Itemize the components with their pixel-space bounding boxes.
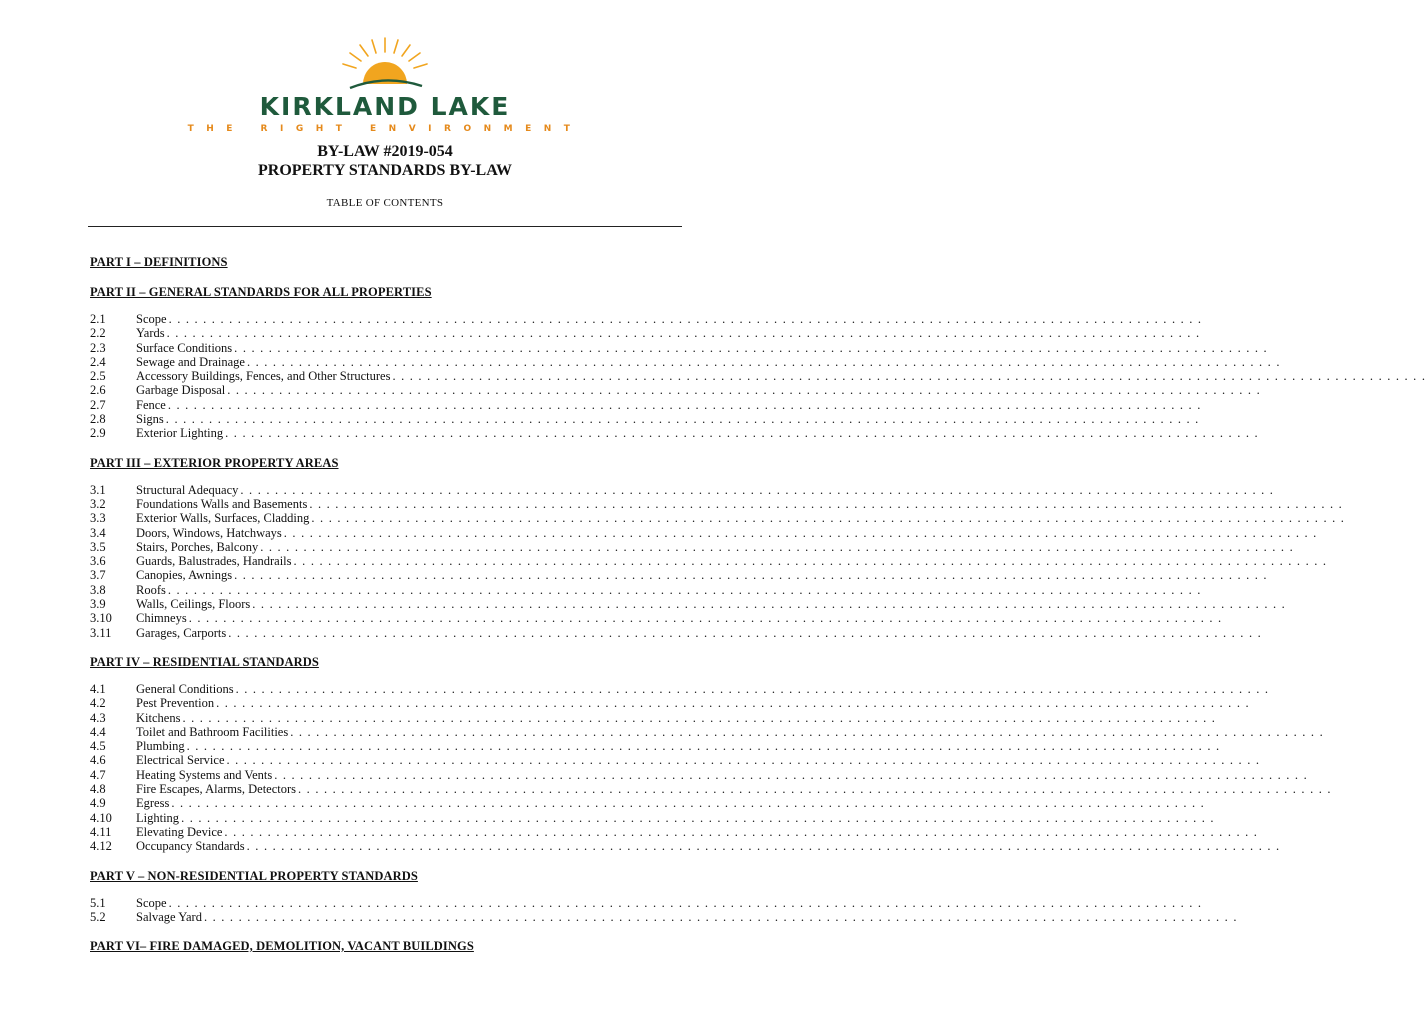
toc-entry-title: Structural Adequacy — [136, 482, 239, 497]
toc-entry-number: 3.8 — [90, 582, 106, 597]
toc-entry-number: 5.1 — [90, 895, 106, 910]
toc-entry-number: 3.1 — [90, 482, 106, 497]
dot-leader: . . . . . . . . . . . . . . . . . . . . . . . . . . . . . . . . . . . . . . . . . . . . . . . . . . . . . . . . . . . . . . . . . . . . . . . . . . . . . . . . . . . . . . . . . . . . . . . . . . . . . . . . . . . . . . . . . . . . . . . . — [234, 568, 1268, 583]
toc-entry — [90, 597, 1286, 612]
toc-entry — [90, 383, 1261, 398]
toc-entry-number: 4.9 — [90, 796, 106, 811]
toc-entry — [90, 369, 1426, 384]
toc-entry — [90, 611, 1223, 626]
toc-entry-title: Plumbing — [136, 739, 185, 754]
bylaw-title: PROPERTY STANDARDS BY-LAW — [258, 162, 512, 179]
toc-entry-number: 3.5 — [90, 539, 106, 554]
toc-entry-title: Garbage Disposal — [136, 383, 226, 398]
dot-leader: . . . . . . . . . . . . . . . . . . . . . . . . . . . . . . . . . . . . . . . . . . . . . . . . . . . . . . . . . . . . . . . . . . . . . . . . . . . . . . . . . . . . . . . . . . . . . . . . . . . . . . . . . . . . . . . . . . . . . . . . — [166, 326, 1201, 341]
toc-entry-title: Scope — [136, 312, 167, 326]
toc-entry — [90, 782, 1332, 797]
dot-leader: . . . . . . . . . . . . . . . . . . . . . . . . . . . . . . . . . . . . . . . . . . . . . . . . . . . . . . . . . . . . . . . . . . . . . . . . . . . . . . . . . . . . . . . . . . . . . . . . . . . . . . . . . . . . . . . . . . . . . . . . — [283, 525, 1318, 540]
toc-entry-number: 2.7 — [90, 397, 106, 412]
toc-entry — [90, 710, 1217, 725]
toc-part-heading: PART II – GENERAL STANDARDS FOR ALL PROPERTIES — [90, 285, 432, 299]
toc-entry-number: 3.9 — [90, 597, 106, 612]
toc-entry-title: Doors, Windows, Hatchways — [136, 525, 282, 540]
toc-entry-number: 3.3 — [90, 511, 106, 526]
toc-entry-title: Pest Prevention — [136, 696, 215, 711]
toc-entry-title: Surface Conditions — [136, 340, 233, 355]
toc-entry-number: 4.8 — [90, 782, 106, 797]
dot-leader: . . . . . . . . . . . . . . . . . . . . . . . . . . . . . . . . . . . . . . . . . . . . . . . . . . . . . . . . . . . . . . . . . . . . . . . . . . . . . . . . . . . . . . . . . . . . . . . . . . . . . . . . . . . . . . . . . . . . . . . . — [240, 482, 1275, 497]
dot-leader: . . . . . . . . . . . . . . . . . . . . . . . . . . . . . . . . . . . . . . . . . . . . . . . . . . . . . . . . . . . . . . . . . . . . . . . . . . . . . . . . . . . . . . . . . . . . . . . . . . . . . . . . . . . . . . . . . . . . . . . . — [167, 397, 1202, 412]
toc-entry — [90, 582, 1202, 597]
dot-leader: . . . . . . . . . . . . . . . . . . . . . . . . . . . . . . . . . . . . . . . . . . . . . . . . . . . . . . . . . . . . . . . . . . . . . . . . . . . . . . . . . . . . . . . . . . . . . . . . . . . . . . . . . . . . . . . . . . . . . . . . — [181, 810, 1215, 825]
dot-leader: . . . . . . . . . . . . . . . . . . . . . . . . . . . . . . . . . . . . . . . . . . . . . . . . . . . . . . . . . . . . . . . . . . . . . . . . . . . . . . . . . . . . . . . . . . . . . . . . . . . . . . . . . . . . . . . . . . . . . . . . — [167, 582, 1202, 597]
toc-entry-title: Foundations Walls and Basements — [136, 496, 308, 511]
dot-leader: . . . . . . . . . . . . . . . . . . . . . . . . . . . . . . . . . . . . . . . . . . . . . . . . . . . . . . . . . . . . . . . . . . . . . . . . . . . . . . . . . . . . . . . . . . . . . . . . . . . . . . . . . . . . . . . . . . . . . . . . — [235, 681, 1270, 696]
toc-entry-number: 2.5 — [90, 369, 106, 384]
toc-entry — [90, 412, 1200, 427]
toc-entry — [90, 511, 1346, 526]
logo-tagline: THE RIGHT ENVIRONMENT — [187, 124, 583, 134]
dot-leader: . . . . . . . . . . . . . . . . . . . . . . . . . . . . . . . . . . . . . . . . . . . . . . . . . . . . . . . . . . . . . . . . . . . . . . . . . . . . . . . . . . . . . . . . . . . . . . . . . . . . . . . . . . . . . . . . . . . . . . . . — [309, 496, 1344, 511]
toc-entry-title: Guards, Balustrades, Handrails — [136, 554, 292, 569]
dot-leader: . . . . . . . . . . . . . . . . . . . . . . . . . . . . . . . . . . . . . . . . . . . . . . . . . . . . . . . . . . . . . . . . . . . . . . . . . . . . . . . . . . . . . . . . . . . . . . . . . . . . . . . . . . . . . . . . . . . . . . . . — [234, 340, 1268, 355]
toc-entry — [90, 696, 1250, 711]
toc-entry — [90, 724, 1324, 739]
dot-leader: . . . . . . . . . . . . . . . . . . . . . . . . . . . . . . . . . . . . . . . . . . . . . . . . . . . . . . . . . . . . . . . . . . . . . . . . . . . . . . . . . . . . . . . . . . . . . . . . . . . . . . . . . . . . . . . . . . . . . . . . — [293, 554, 1328, 569]
toc-entry-title: Scope — [136, 895, 167, 910]
toc-entry — [90, 796, 1206, 811]
toc-entry — [90, 312, 1203, 326]
dot-leader: . . . . . . . . . . . . . . . . . . . . . . . . . . . . . . . . . . . . . . . . . . . . . . . . . . . . . . . . . . . . . . . . . . . . . . . . . . . . . . . . . . . . . . . . . . . . . . . . . . . . . . . . . . . . . . . . . . . . . . . . — [216, 696, 1250, 711]
toc-entry-title: Canopies, Awnings — [136, 568, 233, 583]
toc-entry-number: 4.6 — [90, 753, 106, 768]
toc-entry-number: 4.11 — [90, 824, 112, 839]
toc-entry-number: 3.6 — [90, 554, 106, 569]
toc-entry-number: 5.2 — [90, 909, 106, 924]
toc-entry — [90, 554, 1328, 569]
toc-entry — [90, 482, 1275, 497]
dot-leader: . . . . . . . . . . . . . . . . . . . . . . . . . . . . . . . . . . . . . . . . . . . . . . . . . . . . . . . . . . . . . . . . . . . . . . . . . . . . . . . . . . . . . . . . . . . . . . . . . . . . . . . . . . . . . . . . . . . . . . . . — [188, 611, 1223, 626]
toc-entry — [90, 397, 1202, 412]
toc-entry-title: Lighting — [136, 810, 180, 825]
toc-entry-number: 3.7 — [90, 568, 106, 583]
toc-entry — [90, 354, 1281, 369]
toc-part-section — [90, 455, 1346, 640]
toc-entry-title: Walls, Ceilings, Floors — [136, 597, 251, 612]
sun-icon — [330, 36, 440, 92]
dot-leader: . . . . . . . . . . . . . . . . . . . . . . . . . . . . . . . . . . . . . . . . . . . . . . . . . . . . . . . . . . . . . . . . . . . . . . . . . . . . . . . . . . . . . . . . . . . . . . . . . . . . . . . . . . . . . . . . . . . . . . . . — [168, 312, 1203, 326]
toc-entry-title: Garages, Carports — [136, 625, 227, 640]
toc-part-heading: PART VI– FIRE DAMAGED, DEMOLITION, VACANT BUILDINGS — [90, 939, 474, 954]
toc-entry-number: 2.4 — [90, 354, 106, 369]
kirkland-lake-logo — [0, 36, 770, 136]
toc-entry — [90, 839, 1281, 854]
toc-entry-title: Toilet and Bathroom Facilities — [136, 724, 289, 739]
toc-entry-number: 2.6 — [90, 383, 106, 398]
dot-leader: . . . . . . . . . . . . . . . . . . . . . . . . . . . . . . . . . . . . . . . . . . . . . . . . . . . . . . . . . . . . . . . . . . . . . . . . . . . . . . . . . . . . . . . . . . . . . . . . . . . . . . . . . . . . . . . . . . . . . . . . — [246, 839, 1281, 854]
toc-entry-title: Roofs — [136, 582, 166, 597]
toc-entry — [90, 739, 1221, 754]
dot-leader: . . . . . . . . . . . . . . . . . . . . . . . . . . . . . . . . . . . . . . . . . . . . . . . . . . . . . . . . . . . . . . . . . . . . . . . . . . . . . . . . . . . . . . . . . . . . . . . . . . . . . . . . . . . . . . . . . . . . . . . . — [392, 369, 1426, 384]
dot-leader: . . . . . . . . . . . . . . . . . . . . . . . . . . . . . . . . . . . . . . . . . . . . . . . . . . . . . . . . . . . . . . . . . . . . . . . . . . . . . . . . . . . . . . . . . . . . . . . . . . . . . . . . . . . . . . . . . . . . . . . . — [168, 895, 1203, 910]
toc-entry-number: 4.7 — [90, 767, 106, 782]
toc-entry-number: 3.10 — [90, 611, 112, 626]
toc-entry-title: Salvage Yard — [136, 909, 202, 924]
dot-leader: . . . . . . . . . . . . . . . . . . . . . . . . . . . . . . . . . . . . . . . . . . . . . . . . . . . . . . . . . . . . . . . . . . . . . . . . . . . . . . . . . . . . . . . . . . . . . . . . . . . . . . . . . . . . . . . . . . . . . . . . — [224, 824, 1259, 839]
toc-entry-title: Exterior Lighting — [136, 426, 224, 441]
toc-entry-number: 2.2 — [90, 326, 106, 341]
table-of-contents — [90, 254, 1426, 968]
toc-entry — [90, 767, 1308, 782]
dot-leader: . . . . . . . . . . . . . . . . . . . . . . . . . . . . . . . . . . . . . . . . . . . . . . . . . . . . . . . . . . . . . . . . . . . . . . . . . . . . . . . . . . . . . . . . . . . . . . . . . . . . . . . . . . . . . . . . . . . . . . . . — [203, 909, 1238, 924]
toc-entry-title: Signs — [136, 412, 164, 427]
toc-entry-title: Occupancy Standards — [136, 839, 245, 854]
dot-leader: . . . . . . . . . . . . . . . . . . . . . . . . . . . . . . . . . . . . . . . . . . . . . . . . . . . . . . . . . . . . . . . . . . . . . . . . . . . . . . . . . . . . . . . . . . . . . . . . . . . . . . . . . . . . . . . . . . . . . . . . — [227, 383, 1261, 398]
toc-entry — [90, 340, 1268, 355]
toc-entry-title: Kitchens — [136, 710, 181, 725]
bylaw-number: BY-LAW #2019-054 — [317, 143, 453, 160]
toc-entry-title: Fence — [136, 397, 166, 412]
toc-entry-number: 3.4 — [90, 525, 106, 540]
toc-entry-title: Accessory Buildings, Fences, and Other Structures — [136, 369, 391, 384]
dot-leader: . . . . . . . . . . . . . . . . . . . . . . . . . . . . . . . . . . . . . . . . . . . . . . . . . . . . . . . . . . . . . . . . . . . . . . . . . . . . . . . . . . . . . . . . . . . . . . . . . . . . . . . . . . . . . . . . . . . . . . . . — [274, 767, 1308, 782]
toc-heading: TABLE OF CONTENTS — [326, 197, 444, 209]
toc-part-heading: PART IV – RESIDENTIAL STANDARDS — [90, 654, 319, 669]
toc-entry-number: 4.10 — [90, 810, 112, 825]
toc-entry-title: Exterior Walls, Surfaces, Cladding — [136, 511, 310, 526]
dot-leader: . . . . . . . . . . . . . . . . . . . . . . . . . . . . . . . . . . . . . . . . . . . . . . . . . . . . . . . . . . . . . . . . . . . . . . . . . . . . . . . . . . . . . . . . . . . . . . . . . . . . . . . . . . . . . . . . . . . . . . . . — [260, 539, 1294, 554]
toc-entry — [90, 326, 1201, 341]
toc-entry-title: Heating Systems and Vents — [136, 767, 273, 782]
dot-leader: . . . . . . . . . . . . . . . . . . . . . . . . . . . . . . . . . . . . . . . . . . . . . . . . . . . . . . . . . . . . . . . . . . . . . . . . . . . . . . . . . . . . . . . . . . . . . . . . . . . . . . . . . . . . . . . . . . . . . . . . — [171, 796, 1206, 811]
toc-part-section — [90, 654, 1332, 854]
toc-part-heading: PART V – NON-RESIDENTIAL PROPERTY STANDARDS — [90, 868, 418, 883]
toc-entry-number: 4.12 — [90, 839, 112, 854]
toc-entry — [90, 824, 1259, 839]
toc-entry-title: Fire Escapes, Alarms, Detectors — [136, 782, 297, 797]
toc-part-heading: PART I – DEFINITIONS — [90, 255, 228, 269]
toc-entry-number: 2.3 — [90, 340, 106, 355]
dot-leader: . . . . . . . . . . . . . . . . . . . . . . . . . . . . . . . . . . . . . . . . . . . . . . . . . . . . . . . . . . . . . . . . . . . . . . . . . . . . . . . . . . . . . . . . . . . . . . . . . . . . . . . . . . . . . . . . . . . . . . . . — [182, 710, 1217, 725]
toc-entry-title: Electrical Service — [136, 753, 225, 768]
toc-entry — [90, 426, 1259, 441]
toc-entry-number: 4.5 — [90, 739, 106, 754]
toc-entry-number: 4.3 — [90, 710, 106, 725]
toc-entry-number: 4.4 — [90, 724, 106, 739]
toc-entry — [90, 525, 1318, 540]
dot-leader: . . . . . . . . . . . . . . . . . . . . . . . . . . . . . . . . . . . . . . . . . . . . . . . . . . . . . . . . . . . . . . . . . . . . . . . . . . . . . . . . . . . . . . . . . . . . . . . . . . . . . . . . . . . . . . . . . . . . . . . . — [225, 426, 1259, 441]
toc-entry-number: 4.1 — [90, 681, 106, 696]
toc-entry — [90, 568, 1268, 583]
toc-entry-title: Elevating Device — [136, 824, 223, 839]
toc-entry — [90, 810, 1215, 825]
dot-leader: . . . . . . . . . . . . . . . . . . . . . . . . . . . . . . . . . . . . . . . . . . . . . . . . . . . . . . . . . . . . . . . . . . . . . . . . . . . . . . . . . . . . . . . . . . . . . . . . . . . . . . . . . . . . . . . . . . . . . . . . — [252, 597, 1286, 612]
toc-entry — [90, 625, 1262, 640]
dot-leader: . . . . . . . . . . . . . . . . . . . . . . . . . . . . . . . . . . . . . . . . . . . . . . . . . . . . . . . . . . . . . . . . . . . . . . . . . . . . . . . . . . . . . . . . . . . . . . . . . . . . . . . . . . . . . . . . . . . . . . . . — [298, 782, 1332, 797]
toc-entry-title: General Conditions — [136, 681, 234, 696]
dot-leader: . . . . . . . . . . . . . . . . . . . . . . . . . . . . . . . . . . . . . . . . . . . . . . . . . . . . . . . . . . . . . . . . . . . . . . . . . . . . . . . . . . . . . . . . . . . . . . . . . . . . . . . . . . . . . . . . . . . . . . . . — [186, 739, 1221, 754]
toc-entry-number: 2.9 — [90, 426, 106, 441]
toc-part-section — [90, 938, 650, 954]
toc-part-heading: PART III – EXTERIOR PROPERTY AREAS — [90, 455, 339, 470]
toc-entry — [90, 753, 1261, 768]
toc-entry-title: Egress — [136, 796, 170, 811]
toc-entry-number: 3.11 — [90, 625, 112, 640]
toc-entry — [90, 496, 1344, 511]
toc-entry — [90, 539, 1294, 554]
dot-leader: . . . . . . . . . . . . . . . . . . . . . . . . . . . . . . . . . . . . . . . . . . . . . . . . . . . . . . . . . . . . . . . . . . . . . . . . . . . . . . . . . . . . . . . . . . . . . . . . . . . . . . . . . . . . . . . . . . . . . . . . — [246, 354, 1281, 369]
logo-brand-text: KIRKLAND LAKE — [259, 92, 511, 121]
toc-entry-number: 4.2 — [90, 696, 106, 711]
toc-entry — [90, 681, 1270, 696]
dot-leader: . . . . . . . . . . . . . . . . . . . . . . . . . . . . . . . . . . . . . . . . . . . . . . . . . . . . . . . . . . . . . . . . . . . . . . . . . . . . . . . . . . . . . . . . . . . . . . . . . . . . . . . . . . . . . . . . . . . . . . . . — [165, 412, 1200, 427]
toc-part-section — [90, 868, 1238, 925]
toc-entry-title: Yards — [136, 326, 165, 341]
toc-part-section — [90, 254, 650, 270]
toc-entry-number: 2.8 — [90, 412, 106, 427]
toc-entry-title: Stairs, Porches, Balcony — [136, 539, 259, 554]
dot-leader: . . . . . . . . . . . . . . . . . . . . . . . . . . . . . . . . . . . . . . . . . . . . . . . . . . . . . . . . . . . . . . . . . . . . . . . . . . . . . . . . . . . . . . . . . . . . . . . . . . . . . . . . . . . . . . . . . . . . . . . . — [290, 724, 1324, 739]
toc-entry — [90, 895, 1203, 910]
toc-entry — [90, 909, 1238, 924]
toc-entry-title: Chimneys — [136, 611, 187, 626]
toc-entry-title: Sewage and Drainage — [136, 354, 245, 369]
dot-leader: . . . . . . . . . . . . . . . . . . . . . . . . . . . . . . . . . . . . . . . . . . . . . . . . . . . . . . . . . . . . . . . . . . . . . . . . . . . . . . . . . . . . . . . . . . . . . . . . . . . . . . . . . . . . . . . . . . . . . . . . — [226, 753, 1261, 768]
dot-leader: . . . . . . . . . . . . . . . . . . . . . . . . . . . . . . . . . . . . . . . . . . . . . . . . . . . . . . . . . . . . . . . . . . . . . . . . . . . . . . . . . . . . . . . . . . . . . . . . . . . . . . . . . . . . . . . . . . . . . . . . — [228, 625, 1262, 640]
toc-entry-number: 3.2 — [90, 496, 106, 511]
dot-leader: . . . . . . . . . . . . . . . . . . . . . . . . . . . . . . . . . . . . . . . . . . . . . . . . . . . . . . . . . . . . . . . . . . . . . . . . . . . . . . . . . . . . . . . . . . . . . . . . . . . . . . . . . . . . . . . . . . . . . . . . — [311, 511, 1346, 526]
toc-entry-number: 2.1 — [90, 312, 106, 326]
header-divider — [88, 226, 682, 227]
toc-part-section — [90, 284, 1426, 441]
